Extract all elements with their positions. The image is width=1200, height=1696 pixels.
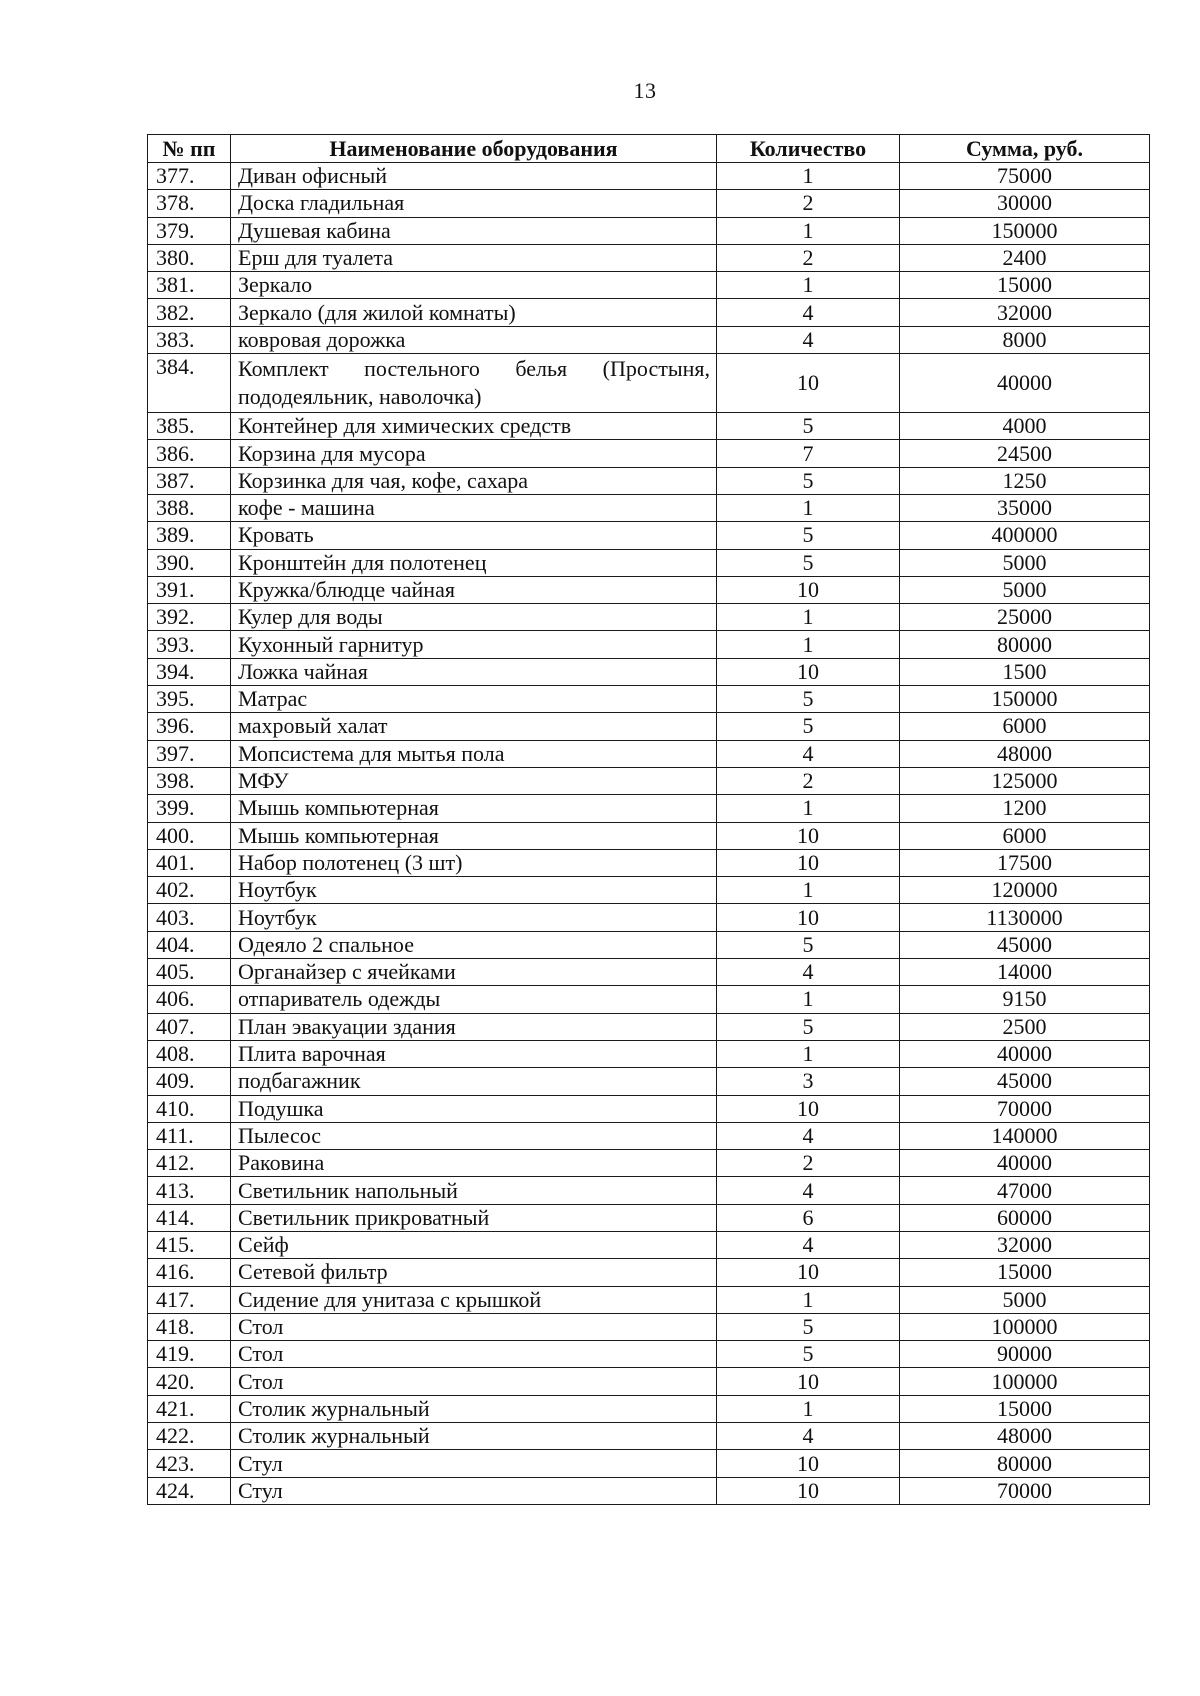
quantity-cell: 10 <box>717 904 900 931</box>
table-row <box>148 1013 1150 1040</box>
header-qty: Количество <box>717 135 900 163</box>
quantity-cell: 5 <box>717 713 900 740</box>
quantity-cell: 4 <box>717 1122 900 1149</box>
row-number-cell: 395. <box>148 686 231 713</box>
quantity-cell: 5 <box>717 413 900 440</box>
table-row <box>148 1040 1150 1067</box>
table-row <box>148 1395 1150 1422</box>
row-number-cell: 400. <box>148 822 231 849</box>
quantity-cell: 4 <box>717 959 900 986</box>
sum-cell: 40000 <box>900 354 1150 413</box>
row-number-cell: 423. <box>148 1450 231 1477</box>
table-row <box>148 299 1150 326</box>
table-header-row <box>148 135 1150 163</box>
quantity-cell: 5 <box>717 931 900 958</box>
table-row <box>148 1122 1150 1149</box>
equipment-name-cell: Корзина для мусора <box>231 440 717 467</box>
sum-cell: 32000 <box>900 1231 1150 1258</box>
sum-cell: 15000 <box>900 272 1150 299</box>
equipment-name-cell: Одеяло 2 спальное <box>231 931 717 958</box>
sum-cell: 80000 <box>900 1450 1150 1477</box>
quantity-cell: 1 <box>717 795 900 822</box>
sum-cell: 32000 <box>900 299 1150 326</box>
row-number-cell: 378. <box>148 190 231 217</box>
sum-cell: 150000 <box>900 217 1150 244</box>
quantity-cell: 4 <box>717 1177 900 1204</box>
row-number-cell: 390. <box>148 549 231 576</box>
equipment-name-cell: ковровая дорожка <box>231 326 717 353</box>
equipment-name-cell: Плита варочная <box>231 1040 717 1067</box>
sum-cell: 30000 <box>900 190 1150 217</box>
table-row <box>148 822 1150 849</box>
table-row <box>148 1259 1150 1286</box>
table-row <box>148 1150 1150 1177</box>
sum-cell: 5000 <box>900 1286 1150 1313</box>
quantity-cell: 1 <box>717 604 900 631</box>
table-row <box>148 1068 1150 1095</box>
quantity-cell: 10 <box>717 1450 900 1477</box>
table-row <box>148 549 1150 576</box>
sum-cell: 6000 <box>900 822 1150 849</box>
table-row <box>148 1368 1150 1395</box>
sum-cell: 70000 <box>900 1477 1150 1504</box>
sum-cell: 15000 <box>900 1259 1150 1286</box>
table-row <box>148 1286 1150 1313</box>
sum-cell: 100000 <box>900 1368 1150 1395</box>
row-number-cell: 418. <box>148 1313 231 1340</box>
table-row <box>148 354 1150 413</box>
quantity-cell: 5 <box>717 549 900 576</box>
sum-cell: 40000 <box>900 1150 1150 1177</box>
sum-cell: 400000 <box>900 522 1150 549</box>
quantity-cell: 4 <box>717 1423 900 1450</box>
row-number-cell: 402. <box>148 877 231 904</box>
quantity-cell: 2 <box>717 767 900 794</box>
sum-cell: 48000 <box>900 740 1150 767</box>
quantity-cell: 5 <box>717 1313 900 1340</box>
quantity-cell: 4 <box>717 326 900 353</box>
row-number-cell: 386. <box>148 440 231 467</box>
equipment-name-cell: Столик журнальный <box>231 1395 717 1422</box>
row-number-cell: 397. <box>148 740 231 767</box>
sum-cell: 17500 <box>900 849 1150 876</box>
sum-cell: 120000 <box>900 877 1150 904</box>
quantity-cell: 4 <box>717 299 900 326</box>
table-row <box>148 163 1150 190</box>
quantity-cell: 5 <box>717 686 900 713</box>
equipment-name-cell: Кухонный гарнитур <box>231 631 717 658</box>
sum-cell: 1500 <box>900 658 1150 685</box>
quantity-cell: 4 <box>717 1231 900 1258</box>
sum-cell: 8000 <box>900 326 1150 353</box>
row-number-cell: 385. <box>148 413 231 440</box>
header-sum: Сумма, руб. <box>900 135 1150 163</box>
table-row <box>148 713 1150 740</box>
row-number-cell: 392. <box>148 604 231 631</box>
table-row <box>148 272 1150 299</box>
quantity-cell: 1 <box>717 986 900 1013</box>
row-number-cell: 410. <box>148 1095 231 1122</box>
table-row <box>148 217 1150 244</box>
quantity-cell: 6 <box>717 1204 900 1231</box>
quantity-cell: 7 <box>717 440 900 467</box>
row-number-cell: 381. <box>148 272 231 299</box>
table-row <box>148 1095 1150 1122</box>
quantity-cell: 10 <box>717 1259 900 1286</box>
row-number-cell: 413. <box>148 1177 231 1204</box>
equipment-name-cell: отпариватель одежды <box>231 986 717 1013</box>
equipment-name-cell: Подушка <box>231 1095 717 1122</box>
equipment-name-cell: План эвакуации здания <box>231 1013 717 1040</box>
equipment-name-cell: Мышь компьютерная <box>231 795 717 822</box>
quantity-cell: 10 <box>717 658 900 685</box>
table-row <box>148 658 1150 685</box>
sum-cell: 35000 <box>900 494 1150 521</box>
equipment-name-cell: Корзинка для чая, кофе, сахара <box>231 467 717 494</box>
quantity-cell: 1 <box>717 1040 900 1067</box>
table-row <box>148 467 1150 494</box>
table-row <box>148 1477 1150 1504</box>
row-number-cell: 406. <box>148 986 231 1013</box>
table-row <box>148 1341 1150 1368</box>
sum-cell: 70000 <box>900 1095 1150 1122</box>
equipment-name-cell: Сейф <box>231 1231 717 1258</box>
row-number-cell: 411. <box>148 1122 231 1149</box>
table-row <box>148 604 1150 631</box>
row-number-cell: 399. <box>148 795 231 822</box>
table-row <box>148 986 1150 1013</box>
quantity-cell: 1 <box>717 272 900 299</box>
equipment-name-cell: Стол <box>231 1313 717 1340</box>
equipment-name-cell: МФУ <box>231 767 717 794</box>
table-row <box>148 1423 1150 1450</box>
table-row <box>148 931 1150 958</box>
table-row <box>148 686 1150 713</box>
table-row <box>148 1313 1150 1340</box>
quantity-cell: 10 <box>717 1368 900 1395</box>
quantity-cell: 1 <box>717 631 900 658</box>
equipment-name-cell: Набор полотенец (3 шт) <box>231 849 717 876</box>
table-row <box>148 849 1150 876</box>
equipment-name-cell: Кулер для воды <box>231 604 717 631</box>
table-row <box>148 795 1150 822</box>
sum-cell: 47000 <box>900 1177 1150 1204</box>
quantity-cell: 1 <box>717 163 900 190</box>
table-row <box>148 413 1150 440</box>
equipment-name-cell: подбагажник <box>231 1068 717 1095</box>
quantity-cell: 1 <box>717 217 900 244</box>
quantity-cell: 10 <box>717 576 900 603</box>
table-row <box>148 190 1150 217</box>
equipment-name-cell: Сидение для унитаза с крышкой <box>231 1286 717 1313</box>
row-number-cell: 408. <box>148 1040 231 1067</box>
equipment-name-cell: Светильник прикроватный <box>231 1204 717 1231</box>
equipment-name-cell: Ерш для туалета <box>231 244 717 271</box>
sum-cell: 90000 <box>900 1341 1150 1368</box>
quantity-cell: 2 <box>717 244 900 271</box>
equipment-name-cell: Ноутбук <box>231 904 717 931</box>
row-number-cell: 417. <box>148 1286 231 1313</box>
quantity-cell: 5 <box>717 467 900 494</box>
row-number-cell: 394. <box>148 658 231 685</box>
row-number-cell: 387. <box>148 467 231 494</box>
row-number-cell: 380. <box>148 244 231 271</box>
equipment-name-cell: Мышь компьютерная <box>231 822 717 849</box>
row-number-cell: 404. <box>148 931 231 958</box>
row-number-cell: 401. <box>148 849 231 876</box>
row-number-cell: 393. <box>148 631 231 658</box>
equipment-name-cell: Ложка чайная <box>231 658 717 685</box>
equipment-name-cell: Столик журнальный <box>231 1423 717 1450</box>
equipment-name-cell: Зеркало (для жилой комнаты) <box>231 299 717 326</box>
quantity-cell: 2 <box>717 190 900 217</box>
sum-cell: 60000 <box>900 1204 1150 1231</box>
sum-cell: 1200 <box>900 795 1150 822</box>
table-row <box>148 959 1150 986</box>
row-number-cell: 424. <box>148 1477 231 1504</box>
table-row <box>148 1177 1150 1204</box>
sum-cell: 9150 <box>900 986 1150 1013</box>
equipment-name-cell: Светильник напольный <box>231 1177 717 1204</box>
equipment-name-cell: Ноутбук <box>231 877 717 904</box>
row-number-cell: 384. <box>148 354 231 413</box>
row-number-cell: 420. <box>148 1368 231 1395</box>
row-number-cell: 405. <box>148 959 231 986</box>
quantity-cell: 10 <box>717 849 900 876</box>
sum-cell: 150000 <box>900 686 1150 713</box>
equipment-name-cell: Органайзер с ячейками <box>231 959 717 986</box>
quantity-cell: 10 <box>717 822 900 849</box>
equipment-name-cell: Доска гладильная <box>231 190 717 217</box>
equipment-name-cell: Пылесос <box>231 1122 717 1149</box>
table-row <box>148 494 1150 521</box>
row-number-cell: 403. <box>148 904 231 931</box>
table-row <box>148 522 1150 549</box>
table-row <box>148 877 1150 904</box>
sum-cell: 80000 <box>900 631 1150 658</box>
table-row <box>148 740 1150 767</box>
sum-cell: 25000 <box>900 604 1150 631</box>
row-number-cell: 419. <box>148 1341 231 1368</box>
row-number-cell: 389. <box>148 522 231 549</box>
equipment-name-cell: Раковина <box>231 1150 717 1177</box>
equipment-name-cell: кофе - машина <box>231 494 717 521</box>
sum-cell: 1250 <box>900 467 1150 494</box>
quantity-cell: 1 <box>717 1395 900 1422</box>
equipment-name-cell: Диван офисный <box>231 163 717 190</box>
table-row <box>148 326 1150 353</box>
row-number-cell: 391. <box>148 576 231 603</box>
sum-cell: 1130000 <box>900 904 1150 931</box>
equipment-name-cell: Контейнер для химических средств <box>231 413 717 440</box>
row-number-cell: 421. <box>148 1395 231 1422</box>
row-number-cell: 412. <box>148 1150 231 1177</box>
table-row <box>148 1450 1150 1477</box>
row-number-cell: 382. <box>148 299 231 326</box>
row-number-cell: 398. <box>148 767 231 794</box>
table-row <box>148 631 1150 658</box>
equipment-name-cell: Мопсистема для мытья пола <box>231 740 717 767</box>
table-body <box>148 163 1150 1505</box>
row-number-cell: 383. <box>148 326 231 353</box>
row-number-cell: 396. <box>148 713 231 740</box>
sum-cell: 2500 <box>900 1013 1150 1040</box>
row-number-cell: 407. <box>148 1013 231 1040</box>
header-num: № пп <box>148 135 231 163</box>
equipment-name-cell: Комплект постельного белья (Простыня, пододеяльник, наволочка) <box>231 354 717 413</box>
quantity-cell: 10 <box>717 1477 900 1504</box>
sum-cell: 6000 <box>900 713 1150 740</box>
quantity-cell: 10 <box>717 354 900 413</box>
table-row <box>148 904 1150 931</box>
sum-cell: 45000 <box>900 931 1150 958</box>
sum-cell: 2400 <box>900 244 1150 271</box>
sum-cell: 40000 <box>900 1040 1150 1067</box>
header-name: Наименование оборудования <box>231 135 717 163</box>
quantity-cell: 1 <box>717 877 900 904</box>
equipment-table <box>147 134 1150 1505</box>
sum-cell: 24500 <box>900 440 1150 467</box>
quantity-cell: 3 <box>717 1068 900 1095</box>
row-number-cell: 409. <box>148 1068 231 1095</box>
row-number-cell: 415. <box>148 1231 231 1258</box>
sum-cell: 4000 <box>900 413 1150 440</box>
table-row <box>148 767 1150 794</box>
equipment-name-cell: Матрас <box>231 686 717 713</box>
sum-cell: 5000 <box>900 576 1150 603</box>
sum-cell: 14000 <box>900 959 1150 986</box>
quantity-cell: 4 <box>717 740 900 767</box>
quantity-cell: 1 <box>717 1286 900 1313</box>
equipment-name-cell: Стул <box>231 1477 717 1504</box>
table-row <box>148 1204 1150 1231</box>
table-row <box>148 1231 1150 1258</box>
row-number-cell: 414. <box>148 1204 231 1231</box>
equipment-name-cell: Кружка/блюдце чайная <box>231 576 717 603</box>
equipment-name-cell: Стул <box>231 1450 717 1477</box>
row-number-cell: 422. <box>148 1423 231 1450</box>
sum-cell: 48000 <box>900 1423 1150 1450</box>
sum-cell: 15000 <box>900 1395 1150 1422</box>
sum-cell: 100000 <box>900 1313 1150 1340</box>
sum-cell: 45000 <box>900 1068 1150 1095</box>
equipment-name-cell: Кронштейн для полотенец <box>231 549 717 576</box>
table-row <box>148 244 1150 271</box>
quantity-cell: 1 <box>717 494 900 521</box>
sum-cell: 75000 <box>900 163 1150 190</box>
equipment-name-cell: Зеркало <box>231 272 717 299</box>
row-number-cell: 416. <box>148 1259 231 1286</box>
row-number-cell: 379. <box>148 217 231 244</box>
equipment-name-cell: Стол <box>231 1368 717 1395</box>
quantity-cell: 5 <box>717 522 900 549</box>
quantity-cell: 10 <box>717 1095 900 1122</box>
equipment-name-cell: махровый халат <box>231 713 717 740</box>
equipment-name-cell: Стол <box>231 1341 717 1368</box>
equipment-name-cell: Сетевой фильтр <box>231 1259 717 1286</box>
page-number: 13 <box>633 78 657 103</box>
quantity-cell: 2 <box>717 1150 900 1177</box>
sum-cell: 140000 <box>900 1122 1150 1149</box>
row-number-cell: 377. <box>148 163 231 190</box>
sum-cell: 5000 <box>900 549 1150 576</box>
quantity-cell: 5 <box>717 1013 900 1040</box>
row-number-cell: 388. <box>148 494 231 521</box>
equipment-name-cell: Душевая кабина <box>231 217 717 244</box>
equipment-name-cell: Кровать <box>231 522 717 549</box>
quantity-cell: 5 <box>717 1341 900 1368</box>
table-row <box>148 576 1150 603</box>
sum-cell: 125000 <box>900 767 1150 794</box>
table-row <box>148 440 1150 467</box>
